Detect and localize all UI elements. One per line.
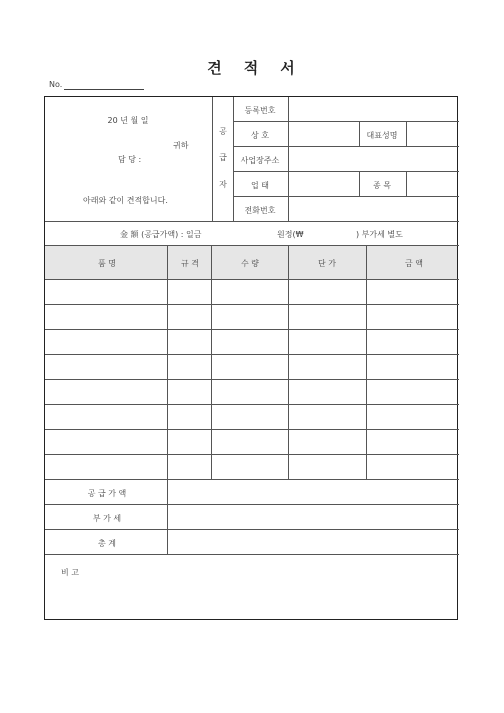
amount-label: 金 額 (공급가액) : 일금 <box>120 230 202 239</box>
col-amount: 금 액 <box>405 259 423 268</box>
amount-vat-note: ) 부가세 별도 <box>356 230 403 239</box>
number-field[interactable] <box>64 89 144 90</box>
supplier-label-3: 자 <box>219 180 227 189</box>
amount-won: 원정(₩ <box>277 230 304 239</box>
title-char: 적 <box>243 59 261 77</box>
col-unit-price: 단 가 <box>318 259 336 268</box>
contact-label: 담 당 : <box>118 155 142 164</box>
document-title <box>0 57 504 78</box>
vat-total-label: 부 가 세 <box>92 514 122 523</box>
col-spec: 규 격 <box>181 259 199 268</box>
reg-no-label: 등록번호 <box>244 106 276 115</box>
address-label: 사업장주소 <box>240 156 280 165</box>
title-char: 서 <box>280 59 297 77</box>
phone-label: 전화번호 <box>244 206 276 215</box>
honorific-text: 귀하 <box>173 141 189 150</box>
business-item-label: 종 목 <box>373 181 391 190</box>
supply-total-label: 공 급 가 액 <box>87 489 127 498</box>
number-label: No. <box>49 80 63 89</box>
business-type-label: 업 태 <box>251 181 269 190</box>
statement-text: 아래와 같이 견적합니다. <box>83 196 168 205</box>
quotation-form <box>44 96 458 620</box>
supplier-label-2: 급 <box>219 153 227 162</box>
representative-label: 대표성명 <box>366 131 398 140</box>
grand-total-label: 총 계 <box>98 539 116 548</box>
title-char: 견 <box>207 59 224 77</box>
col-item-name: 품 명 <box>98 259 116 268</box>
remarks-label: 비 고 <box>61 568 79 577</box>
date-text: 20 년 월 일 <box>107 116 149 125</box>
supplier-label-1: 공 <box>219 127 227 136</box>
company-label: 상 호 <box>251 131 269 140</box>
col-quantity: 수 량 <box>241 259 259 268</box>
